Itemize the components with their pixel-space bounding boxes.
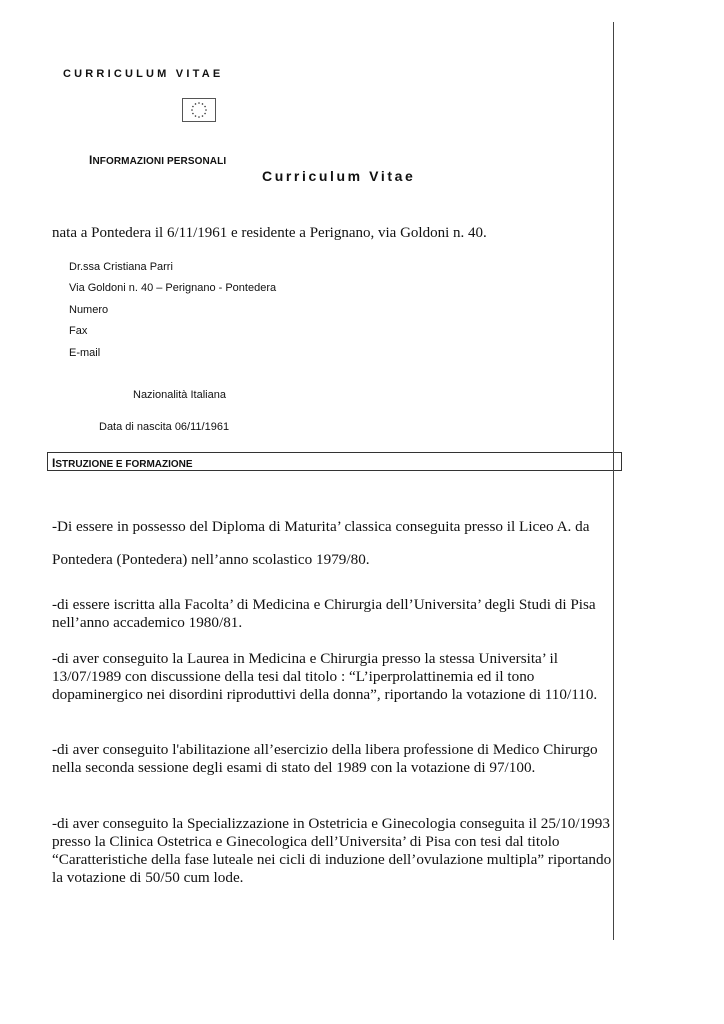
education-paragraph-enrollment: -di essere iscritta alla Facolta’ di Medicina e Chirurgia dell’Universita’ degli Studi di Pisa nell’anno accademico 1980/81. (52, 596, 596, 631)
flag-star-icon (195, 115, 197, 117)
contact-email-label: E-mail (69, 347, 101, 359)
flag-star-icon (192, 106, 194, 108)
education-paragraph-specialization: -di aver conseguito la Specializzazione in Ostetricia e Ginecologia conseguita il 25/10/1993 presso la Clinica Ostetrica e Ginecologica dell’Universita’ di Pisa con tesi dal titolo “Caratteristiche della fase luteale nei cicli di induzione dell’ovulazione multipla” riportando la votazione di 50/50 cum lode. (52, 815, 612, 886)
contact-fax-label: Fax (69, 325, 88, 337)
document-title: Curriculum Vitae (262, 168, 416, 184)
flag-star-icon (202, 103, 204, 105)
birth-residence-line: nata a Pontedera il 6/11/1961 e residente a Perignano, via Goldoni n. 40. (52, 225, 487, 241)
personal-info-initial: I (89, 153, 93, 167)
personal-info-heading (89, 153, 226, 167)
education-paragraph-degree: -di aver conseguito la Laurea in Medicina e Chirurgia presso la stessa Universita’ il 13/07/1989 con discussione della tesi dal titolo : “L’iperprolattinemia ed il tono dopaminergico nei disordini riproduttivi della donna”, riportando la votazione di 110/110. (52, 650, 598, 703)
education-paragraph-diploma-continued: Pontedera (Pontedera) nell’anno scolastico 1979/80. (52, 551, 370, 568)
flag-star-icon (195, 103, 197, 105)
personal-info-rest: NFORMAZIONI PERSONALI (92, 156, 227, 167)
eu-stars-icon (183, 99, 215, 121)
right-margin-rule (613, 22, 614, 940)
contact-address: Via Goldoni n. 40 – Perignano - Pontedera (69, 282, 277, 294)
flag-star-icon (204, 106, 206, 108)
flag-star-icon (202, 115, 204, 117)
flag-star-icon (198, 102, 200, 104)
flag-star-icon (192, 113, 194, 115)
flag-star-icon (198, 116, 200, 118)
education-section-heading (47, 452, 622, 471)
education-paragraph-diploma: -Di essere in possesso del Diploma di Maturita’ classica conseguita presso il Liceo A. da (52, 518, 590, 535)
nationality-line: Nazionalità Italiana (133, 389, 226, 401)
birth-date-line: Data di nascita 06/11/1961 (99, 421, 230, 433)
flag-star-icon (204, 113, 206, 115)
education-heading-initial: I (52, 456, 56, 470)
cv-header-label: CURRICULUM VITAE (63, 68, 224, 80)
flag-star-icon (191, 109, 193, 111)
contact-name: Dr.ssa Cristiana Parri (69, 261, 173, 273)
contact-phone-label: Numero (69, 304, 109, 316)
education-heading-rest: STRUZIONE E FORMAZIONE (55, 459, 193, 470)
education-paragraph-license: -di aver conseguito l'abilitazione all’esercizio della libera professione di Medico Chirurgo nella seconda sessione degli esami di stato del 1989 con la votazione di 97/100. (52, 741, 598, 776)
flag-star-icon (205, 109, 207, 111)
eu-flag-icon (182, 98, 216, 122)
